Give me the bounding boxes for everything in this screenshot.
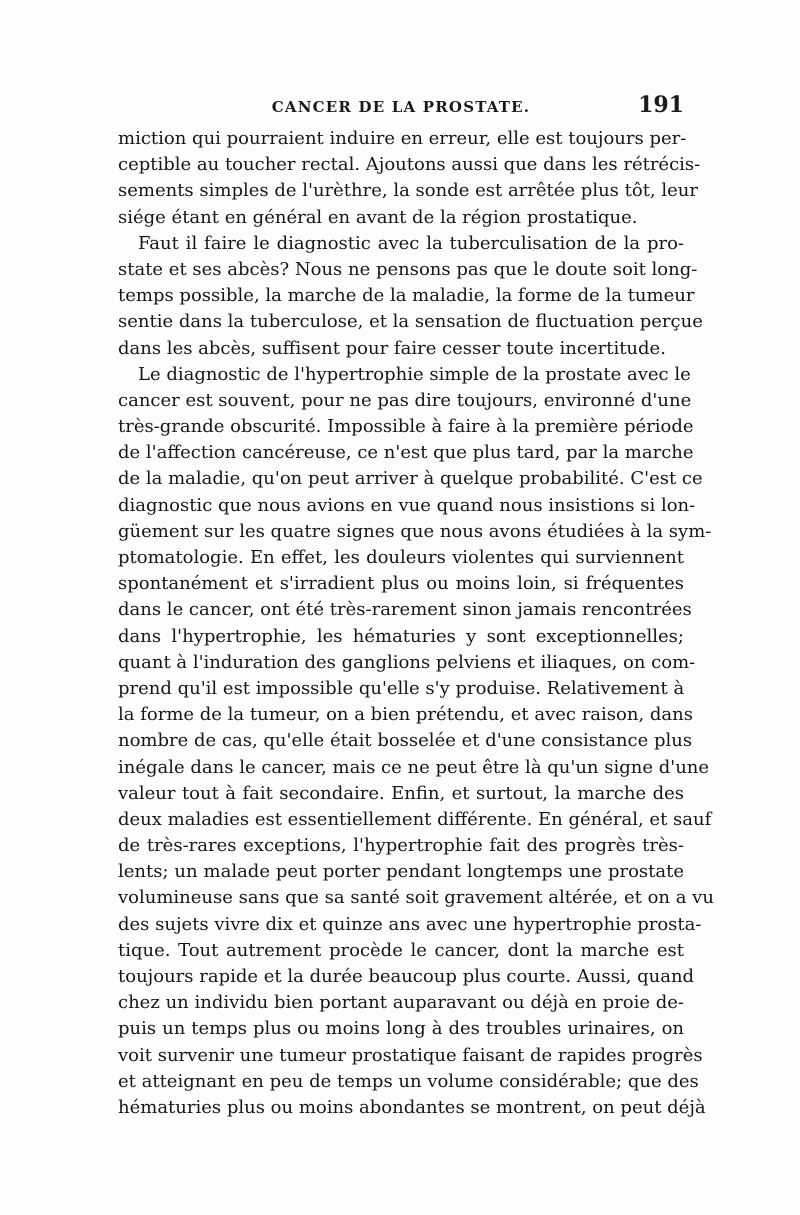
text-line: dans l'hypertrophie, les hématuries y sont exceptionnelles; [118, 625, 684, 647]
text-line: state et ses abcès? Nous ne pensons pas que le doute soit long- [118, 258, 698, 280]
text-line: dans les abcès, suffisent pour faire cesser toute incertitude. [118, 337, 666, 359]
text-line: volumineuse sans que sa santé soit gravement altérée, et on a vu [118, 887, 714, 909]
text-line: lents; un malade peut porter pendant longtemps une prostate [118, 861, 684, 883]
page-number: 191 [638, 92, 684, 118]
text-line: Le diagnostic de l'hypertrophie simple de la prostate avec le [138, 363, 691, 385]
text-line: sentie dans la tuberculose, et la sensation de fluctuation perçue [118, 311, 703, 333]
text-line: voit survenir une tumeur prostatique faisant de rapides progrès [118, 1044, 703, 1066]
text-line: diagnostic que nous avions en vue quand nous insistions si lon- [118, 494, 696, 516]
running-head [118, 92, 684, 122]
text-line: cancer est souvent, pour ne pas dire toujours, environné d'une [118, 389, 692, 411]
body-text [118, 126, 714, 1121]
text-line: très-grande obscurité. Impossible à faire à la première période [118, 416, 694, 438]
text-line: de l'affection cancéreuse, ce n'est que plus tard, par la marche [118, 442, 694, 464]
text-line: siége étant en général en avant de la région prostatique. [118, 206, 638, 228]
text-line: puis un temps plus ou moins long à des troubles urinaires, on [118, 1018, 684, 1040]
text-line: et atteignant en peu de temps un volume considérable; que des [118, 1070, 699, 1092]
text-line: chez un individu bien portant auparavant ou déjà en proie de- [118, 992, 684, 1014]
text-line: deux maladies est essentiellement différente. En général, et sauf [118, 808, 712, 830]
text-line: de très-rares exceptions, l'hypertrophie fait des progrès très- [118, 835, 684, 857]
text-line: sements simples de l'urèthre, la sonde est arrêtée plus tôt, leur [118, 180, 698, 202]
text-line: miction qui pourraient induire en erreur, elle est toujours per- [118, 128, 687, 149]
text-line: la forme de la tumeur, on a bien prétendu, et avec raison, dans [118, 704, 693, 726]
text-line: quant à l'induration des ganglions pelviens et iliaques, on com- [118, 651, 696, 673]
text-line: ptomatologie. En effet, les douleurs violentes qui surviennent [118, 547, 684, 568]
text-line: hématuries plus ou moins abondantes se montrent, on peut déjà [118, 1096, 706, 1118]
text-line: prend qu'il est impossible qu'elle s'y produise. Relativement à [118, 677, 685, 699]
text-line: tique. Tout autrement procède le cancer, dont la marche est [118, 939, 684, 961]
text-line: valeur tout à fait secondaire. Enfin, et surtout, la marche des [118, 782, 684, 804]
text-line: toujours rapide et la durée beaucoup plus courte. Aussi, quand [118, 966, 695, 987]
text-line: temps possible, la marche de la maladie, la forme de la tumeur [118, 285, 695, 307]
text-line: nombre de cas, qu'elle était bosselée et d'une consistance plus [118, 730, 693, 752]
text-line: Faut il faire le diagnostic avec la tuberculisation de la pro- [138, 232, 684, 254]
text-line: spontanément et s'irradient plus ou moins loin, si fréquentes [118, 573, 684, 595]
text-line: des sujets vivre dix et quinze ans avec une hypertrophie prosta- [118, 913, 702, 935]
text-line: inégale dans le cancer, mais ce ne peut être là qu'un signe d'une [118, 756, 710, 778]
text-line: güement sur les quatre signes que nous avons étudiées à la sym- [118, 520, 712, 542]
text-line: ceptible au toucher rectal. Ajoutons aussi que dans les rétrécis- [118, 154, 701, 176]
text-line: dans le cancer, ont été très-rarement sinon jamais rencontrées [118, 599, 692, 621]
text-line: de la maladie, qu'on peut arriver à quelque probabilité. C'est ce [118, 468, 703, 490]
running-title: CANCER DE LA PROSTATE. [271, 98, 531, 116]
